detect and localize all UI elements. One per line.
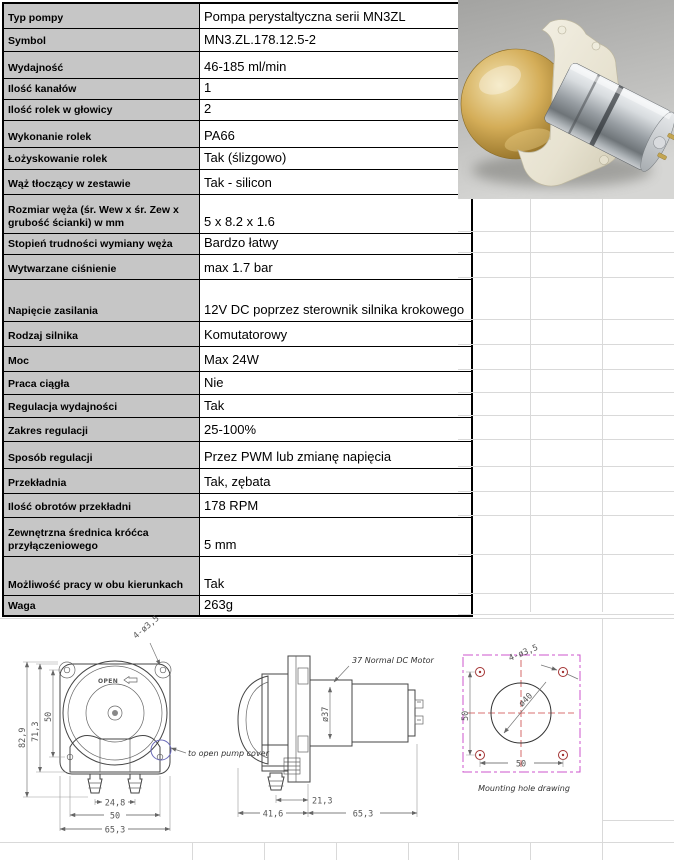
table-row xyxy=(3,3,472,28)
front-view-drawing xyxy=(18,614,270,836)
spec-label: Ilość obrotów przekładni xyxy=(3,493,200,517)
spec-label: Sposób regulacji xyxy=(3,441,200,468)
spec-label: Waga xyxy=(3,595,200,616)
spec-label: Zakres regulacji xyxy=(3,417,200,441)
svg-text:41,6: 41,6 xyxy=(262,809,284,820)
table-row xyxy=(3,321,472,346)
diameter-dim: ø37 xyxy=(321,706,331,722)
cover-latch-highlight xyxy=(151,740,171,760)
table-row xyxy=(3,194,472,233)
spec-value: Komutatorowy xyxy=(200,321,473,346)
spec-value: 2 xyxy=(200,99,473,120)
spec-value: 178 RPM xyxy=(200,493,473,517)
spec-label: Ilość kanałów xyxy=(3,78,200,99)
spec-value: PA66 xyxy=(200,120,473,147)
product-photo xyxy=(458,0,674,199)
spec-label: Wąż tłoczący w zestawie xyxy=(3,169,200,194)
spec-label: Wydajność xyxy=(3,51,200,78)
spec-value: 46-185 ml/min xyxy=(200,51,473,78)
spec-value: Bardzo łatwy xyxy=(200,233,473,254)
spec-label: Praca ciągła xyxy=(3,371,200,394)
spec-table xyxy=(2,2,473,617)
cover-note: to open pump cover xyxy=(188,749,269,758)
table-row xyxy=(3,120,472,147)
gridline xyxy=(530,199,531,612)
gridline xyxy=(458,466,674,467)
table-row xyxy=(3,417,472,441)
spec-label: Rodzaj silnika xyxy=(3,321,200,346)
svg-text:65,3: 65,3 xyxy=(104,825,126,836)
table-row xyxy=(3,346,472,371)
gridline xyxy=(458,392,674,393)
gridline xyxy=(458,415,674,416)
spec-value: 5 mm xyxy=(200,517,473,556)
table-row xyxy=(3,78,472,99)
spec-value: MN3.ZL.178.12.5-2 xyxy=(200,28,473,51)
spec-label: Możliwość pracy w obu kierunkach xyxy=(3,556,200,595)
gridline xyxy=(458,344,674,345)
mounting-drawing xyxy=(461,643,580,793)
open-arrow-icon xyxy=(124,677,137,684)
svg-text:65,3: 65,3 xyxy=(352,809,374,820)
table-row xyxy=(3,371,472,394)
table-row xyxy=(3,394,472,417)
hose-barbs xyxy=(88,774,142,793)
spec-label: Napięcie zasilania xyxy=(3,279,200,321)
gridline xyxy=(458,593,674,594)
front-holes-label: 4-ø3,5 xyxy=(131,614,162,642)
mounting-caption: Mounting hole drawing xyxy=(478,784,570,793)
spec-label: Stopień trudności wymiany węża xyxy=(3,233,200,254)
spec-value: Przez PWM lub zmianę napięcia xyxy=(200,441,473,468)
table-row xyxy=(3,254,472,279)
mounting-holes-label: 4-ø3,5 xyxy=(507,643,540,664)
svg-text:21,3: 21,3 xyxy=(312,796,333,807)
svg-text:71,3: 71,3 xyxy=(31,721,41,742)
spec-value: Tak - silicon xyxy=(200,169,473,194)
spec-value: Tak xyxy=(200,394,473,417)
spec-value: Nie xyxy=(200,371,473,394)
table-row xyxy=(3,51,472,78)
gridline xyxy=(458,231,674,232)
gridline xyxy=(458,439,674,440)
spec-value: 1 xyxy=(200,78,473,99)
spec-label: Regulacja wydajności xyxy=(3,394,200,417)
spec-value: 25-100% xyxy=(200,417,473,441)
gridline xyxy=(458,554,674,555)
spec-value: Tak (ślizgowo) xyxy=(200,147,473,169)
spec-label: Symbol xyxy=(3,28,200,51)
spec-value: 263g xyxy=(200,595,473,616)
svg-text:82,9: 82,9 xyxy=(18,727,28,748)
side-view-drawing xyxy=(238,656,434,820)
table-row xyxy=(3,279,472,321)
spec-label: Przekładnia xyxy=(3,468,200,493)
svg-text:50: 50 xyxy=(515,759,527,770)
table-row xyxy=(3,468,472,493)
table-row xyxy=(3,169,472,194)
gridline xyxy=(458,369,674,370)
table-row xyxy=(3,556,472,595)
spec-label: Moc xyxy=(3,346,200,371)
gridline xyxy=(458,491,674,492)
gridline xyxy=(458,319,674,320)
spec-label: Rozmiar węża (śr. Wew x śr. Zew x grubość ścianki) w mm xyxy=(3,194,200,233)
spec-table-body xyxy=(3,3,472,616)
svg-text:50: 50 xyxy=(109,811,121,822)
spec-label: Łożyskowanie rolek xyxy=(3,147,200,169)
spec-label: Typ pompy xyxy=(3,3,200,28)
table-row xyxy=(3,517,472,556)
gridline xyxy=(458,277,674,278)
spec-label: Ilość rolek w głowicy xyxy=(3,99,200,120)
svg-text:24,8: 24,8 xyxy=(104,798,126,809)
table-row xyxy=(3,233,472,254)
table-row xyxy=(3,28,472,51)
spec-value: Tak xyxy=(200,556,473,595)
table-row xyxy=(3,99,472,120)
motor-label: 37 Normal DC Motor xyxy=(352,656,434,665)
circle-dim: ø40 xyxy=(517,691,535,710)
front-dims-vertical xyxy=(18,662,88,797)
front-dims-horizontal xyxy=(60,776,170,836)
table-row xyxy=(3,147,472,169)
technical-drawings xyxy=(0,614,674,860)
mounting-holes xyxy=(476,668,568,760)
spec-value: Tak, zębata xyxy=(200,468,473,493)
gridline xyxy=(458,515,674,516)
spec-value: Pompa perystaltyczna serii MN3ZL xyxy=(200,3,473,28)
gridline xyxy=(602,199,603,612)
open-label: OPEN xyxy=(98,678,119,685)
spec-label: Zewnętrzna średnica króćca przyłączeniowego xyxy=(3,517,200,556)
gridline xyxy=(458,252,674,253)
table-row xyxy=(3,441,472,468)
spec-value: max 1.7 bar xyxy=(200,254,473,279)
spec-value: Max 24W xyxy=(200,346,473,371)
table-row xyxy=(3,493,472,517)
svg-text:50: 50 xyxy=(461,710,471,721)
spec-label: Wytwarzane ciśnienie xyxy=(3,254,200,279)
spec-value: 12V DC poprzez sterownik silnika krokowego xyxy=(200,279,473,321)
spec-value: 5 x 8.2 x 1.6 xyxy=(200,194,473,233)
svg-text:50: 50 xyxy=(44,711,54,722)
spec-label: Wykonanie rolek xyxy=(3,120,200,147)
